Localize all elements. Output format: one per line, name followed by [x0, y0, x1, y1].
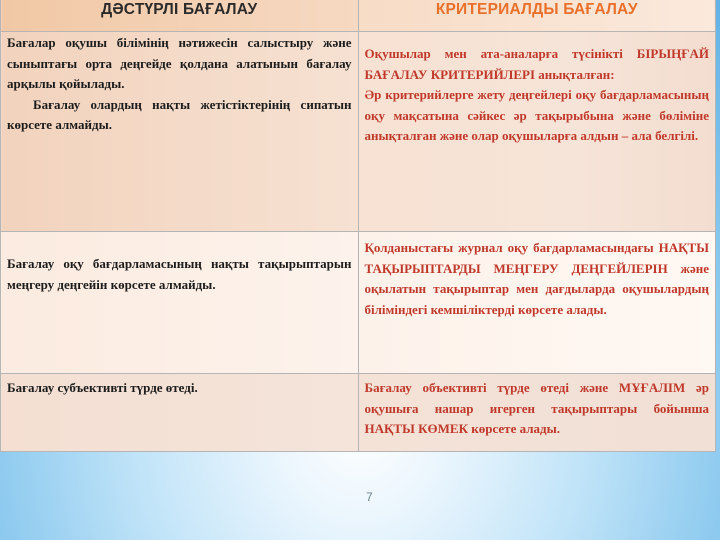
criteria-cell	[358, 232, 716, 374]
table-row	[1, 32, 716, 232]
cell-paragraph: Бағалау олардың нақты жетістіктерінің сипатын көрсете алмайды.	[7, 96, 352, 132]
table-header-row	[1, 0, 716, 32]
table-row	[1, 232, 716, 374]
page-number: 7	[366, 490, 373, 504]
table-row	[1, 374, 716, 452]
cell-paragraph: Бағалау оқу бағдарламасының нақты тақырыптарын меңгеру деңгейін көрсете алмайды.	[7, 256, 352, 292]
header-traditional-assessment: ДӘСТҮРЛІ БАҒАЛАУ	[1, 0, 359, 32]
criteria-cell	[358, 32, 716, 232]
cell-paragraph: Бағалар оқушы білімінің нәтижесін салыстыру және сыныптағы орта деңгейде қолдана алатынын бағалау арқылы қойылады.	[7, 35, 352, 91]
header-criteria-assessment: КРИТЕРИАЛДЫ БАҒАЛАУ	[358, 0, 716, 32]
cell-paragraph: Бағалау субъективті түрде өтеді.	[7, 380, 198, 395]
traditional-cell	[1, 32, 359, 232]
cell-paragraph: Әр критерийлерге жету деңгейлері оқу бағдарламасының оқу мақсатына сәйкес әр тақырыбына және бөліміне анықталған және олар оқушыларға алдын – ала белгілі.	[364, 87, 709, 143]
cell-paragraph: Бағалау объективті түрде өтеді және МҰҒАЛІМ әр оқушыға нашар игерген тақырыптары бойынша НАҚТЫ КӨМЕК көрсете алады.	[364, 380, 709, 436]
traditional-cell	[1, 374, 359, 452]
criteria-cell	[358, 374, 716, 452]
cell-paragraph: Қолданыстағы журнал оқу бағдарламасындағы НАҚТЫ ТАҚЫРЫПТАРДЫ МЕҢГЕРУ ДЕҢГЕЙЛЕРІН және оқылатын тақырыптар мен дағдыларда оқушылардың біліміндегі кемшіліктерді көрсете алады.	[364, 240, 709, 317]
traditional-cell	[1, 232, 359, 374]
cell-paragraph: Оқушылар мен ата-аналарға түсінікті БІРЫҢҒАЙ БАҒАЛАУ КРИТЕРИЙЛЕРІ анықталған:	[364, 46, 709, 82]
